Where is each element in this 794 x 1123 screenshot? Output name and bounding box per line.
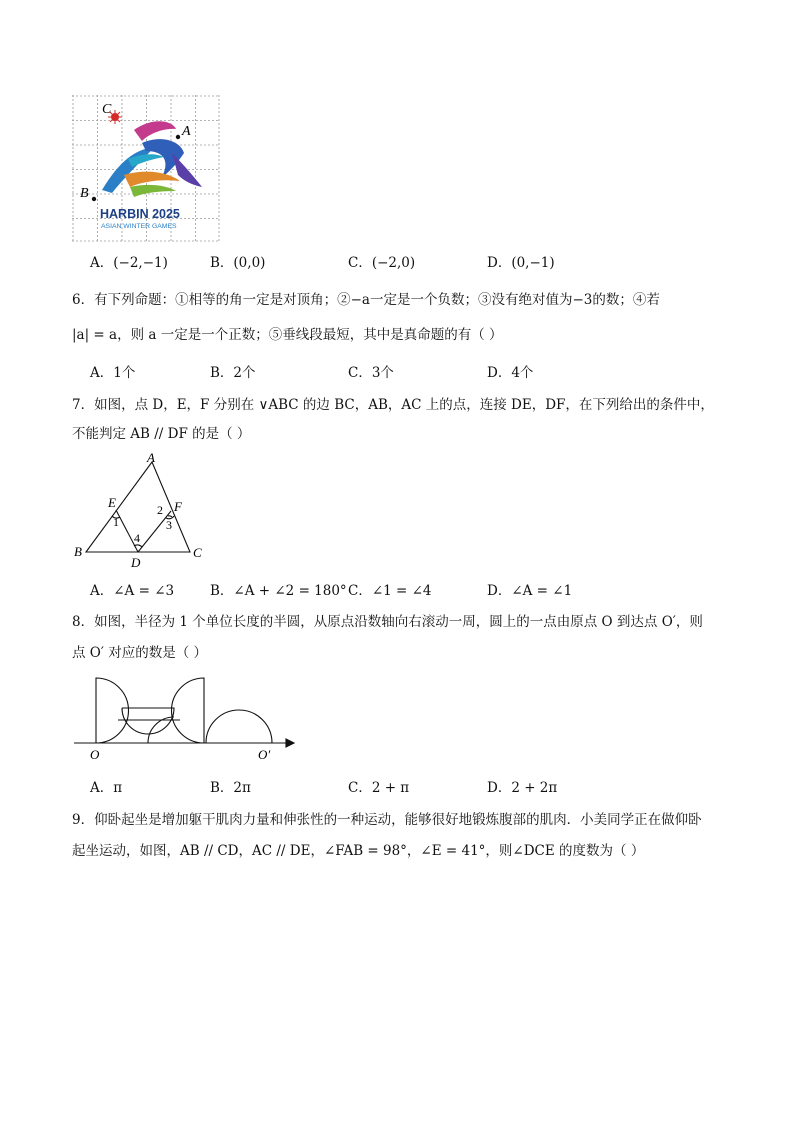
q7-option-a[interactable]: A．∠A = ∠3 bbox=[90, 583, 175, 599]
label-c: C bbox=[102, 102, 112, 117]
q6-option-a[interactable]: A．1个 bbox=[90, 365, 136, 381]
q7-angle-3: 3 bbox=[166, 518, 172, 532]
q6-option-b[interactable]: B．2个 bbox=[210, 365, 256, 381]
q8-text-line2: 点 O′ 对应的数是（ ） bbox=[72, 645, 208, 661]
q5-option-b[interactable]: B．(0,0) bbox=[210, 255, 266, 271]
q5-option-c[interactable]: C．(−2,0) bbox=[348, 255, 416, 271]
q8-option-a[interactable]: A．π bbox=[90, 780, 123, 796]
q8-text-line1: 8．如图，半径为 1 个单位长度的半圆，从原点沿数轴向右滚动一周，圆上的一点由原点 O 到达点 O′，则 bbox=[72, 614, 703, 630]
q6-option-d[interactable]: D．4个 bbox=[487, 365, 534, 381]
point-b bbox=[92, 197, 96, 201]
label-o-prime: O′ bbox=[258, 747, 271, 762]
q5-option-a[interactable]: A．(−2,−1) bbox=[90, 255, 168, 271]
q8-option-c[interactable]: C．2 + π bbox=[348, 780, 410, 796]
q8-rolling-semicircle-figure bbox=[70, 672, 300, 764]
q7-label-f: F bbox=[174, 499, 182, 514]
q7-option-b[interactable]: B．∠A + ∠2 = 180° bbox=[210, 583, 347, 599]
q8-option-b[interactable]: B．2π bbox=[210, 780, 251, 796]
q7-angle-4: 4 bbox=[134, 531, 140, 545]
q7-angle-1: 1 bbox=[113, 515, 119, 529]
q7-label-e: E bbox=[108, 495, 116, 510]
q7-label-b: B bbox=[74, 544, 82, 559]
label-o: O bbox=[90, 747, 100, 762]
logo-subtitle: ASIAN WINTER GAMES bbox=[101, 223, 177, 230]
q6-option-c[interactable]: C．3个 bbox=[348, 365, 394, 381]
point-a bbox=[176, 135, 180, 139]
q7-angle-2: 2 bbox=[157, 503, 163, 517]
q8-option-d[interactable]: D．2 + 2π bbox=[487, 780, 558, 796]
q7-triangle-figure bbox=[70, 450, 210, 570]
q5-grid-figure bbox=[72, 95, 222, 243]
q9-text-line2: 起坐运动，如图，AB // CD，AC // DE，∠FAB = 98°，∠E = 41°，则∠DCE 的度数为（ ） bbox=[72, 843, 645, 859]
q7-label-a: A bbox=[147, 450, 155, 465]
q6-text-line1: 6．有下列命题：①相等的角一定是对顶角；②−a一定是一个负数；③没有绝对值为−3的数；④若 bbox=[72, 292, 660, 308]
q7-text-line2: 不能判定 AB // DF 的是（ ） bbox=[72, 426, 251, 442]
q7-label-c: C bbox=[193, 545, 202, 560]
q6-text-line2: |a| = a，则 a 一定是一个正数；⑤垂线段最短，其中是真命题的有（ ） bbox=[72, 327, 503, 343]
axis-arrow-icon bbox=[286, 739, 294, 747]
label-b: B bbox=[80, 186, 89, 201]
q5-option-d[interactable]: D．(0,−1) bbox=[487, 255, 555, 271]
q7-text-line1: 7．如图，点 D，E，F 分别在 ∨ABC 的边 BC，AB，AC 上的点，连接 DE，DF，在下列给出的条件中， bbox=[72, 397, 714, 413]
q7-option-c[interactable]: C．∠1 = ∠4 bbox=[348, 583, 432, 599]
q9-text-line1: 9．仰卧起坐是增加躯干肌肉力量和伸张性的一种运动，能够很好地锻炼腹部的肌肉．小美同学正在做仰卧 bbox=[72, 812, 702, 828]
logo-title: HARBIN 2025 bbox=[100, 207, 180, 221]
label-a: A bbox=[182, 124, 191, 139]
q7-option-d[interactable]: D．∠A = ∠1 bbox=[487, 583, 573, 599]
q7-label-d: D bbox=[131, 555, 141, 570]
